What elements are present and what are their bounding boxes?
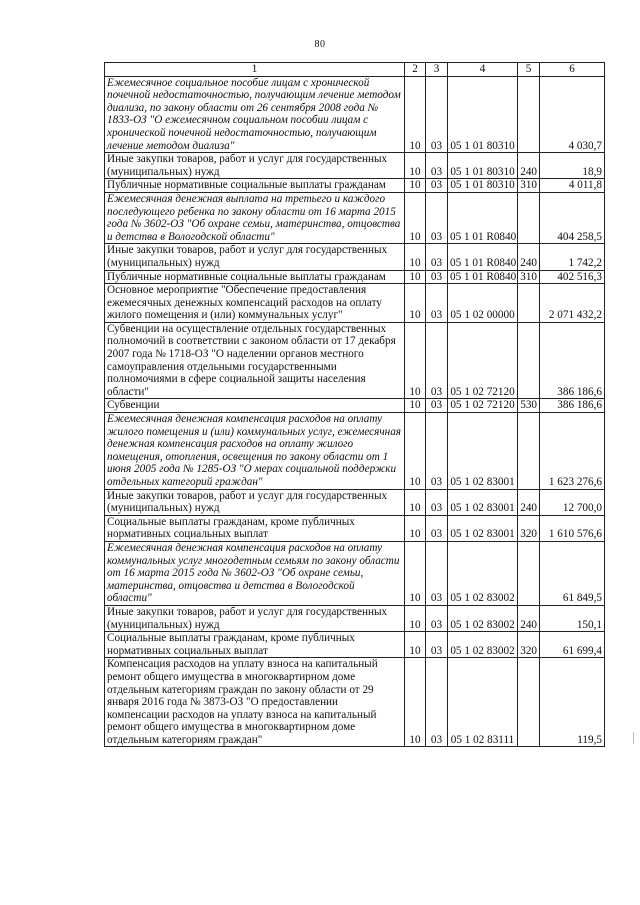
row-name-cell: Ежемесячное социальное пособие лицам с хронической почечной недостаточностью, получающим лечение методом диализа, по закону области от 26 сентября 2008 года № 1833-ОЗ "О ежемесячном социальном пособии лицам с хронической почечной недостаточностью, получающим лечение методом диализа" (105, 76, 405, 153)
table-row (105, 284, 605, 323)
table-body (105, 76, 605, 747)
row-target-article-cell: 05 1 02 83001 (448, 489, 518, 515)
row-section-cell: 10 (405, 632, 426, 658)
row-subsection-cell: 03 (426, 153, 448, 179)
row-expense-type-cell (518, 76, 540, 153)
row-subsection-cell: 03 (426, 413, 448, 490)
row-section-cell: 10 (405, 76, 426, 153)
row-target-article-cell: 05 1 01 80310 (448, 76, 518, 153)
column-header: 6 (540, 63, 605, 77)
row-section-cell: 10 (405, 515, 426, 541)
row-subsection-cell: 03 (426, 541, 448, 605)
row-name-cell: Иные закупки товаров, работ и услуг для государственных (муниципальных) нужд (105, 153, 405, 179)
row-name-cell: Ежемесячная денежная выплата на третьего и каждого последующего ребенка по закону области от 16 марта 2015 года № 3602-ОЗ "Об охране семьи, материнства, отцовства и детства в Вологодской области" (105, 192, 405, 243)
row-section-cell: 10 (405, 192, 426, 243)
row-section-cell: 10 (405, 489, 426, 515)
table-row (105, 413, 605, 490)
page-number: 80 (314, 39, 326, 50)
row-target-article-cell: 05 1 02 83111 (448, 658, 518, 747)
row-subsection-cell: 03 (426, 658, 448, 747)
row-amount-cell: 61 699,4 (540, 632, 605, 658)
row-expense-type-cell: 310 (518, 270, 540, 284)
row-expense-type-cell: 310 (518, 179, 540, 193)
budget-table (104, 62, 605, 747)
row-name-cell: Субвенции на осуществление отдельных государственных полномочий в соответствии с законом области от 17 декабря 2007 года № 1718-ОЗ "О наделении органов местного самоуправления отдельными государственными полномочиями в сфере социальной защиты населения области" (105, 322, 405, 399)
row-target-article-cell: 05 1 01 80310 (448, 179, 518, 193)
table-row (105, 605, 605, 631)
row-subsection-cell: 03 (426, 270, 448, 284)
row-name-cell: Ежемесячная денежная компенсация расходов на оплату коммунальных услуг многодетным семьям по закону области от 16 марта 2015 года № 3602-ОЗ "Об охране семьи, материнства, отцовства и детства в Вологодской области" (105, 541, 405, 605)
table-row (105, 153, 605, 179)
row-amount-cell: 61 849,5 (540, 541, 605, 605)
table-row (105, 399, 605, 413)
row-expense-type-cell: 320 (518, 515, 540, 541)
column-header: 1 (105, 63, 405, 77)
row-amount-cell: 150,1 (540, 605, 605, 631)
row-expense-type-cell (518, 413, 540, 490)
row-target-article-cell: 05 1 02 72120 (448, 322, 518, 399)
row-target-article-cell: 05 1 02 83002 (448, 605, 518, 631)
table-row (105, 244, 605, 270)
row-amount-cell: 2 071 432,2 (540, 284, 605, 323)
row-section-cell: 10 (405, 270, 426, 284)
column-header: 3 (426, 63, 448, 77)
row-subsection-cell: 03 (426, 76, 448, 153)
row-expense-type-cell: 240 (518, 153, 540, 179)
row-section-cell: 10 (405, 413, 426, 490)
row-subsection-cell: 03 (426, 284, 448, 323)
row-name-cell: Ежемесячная денежная компенсация расходов на оплату жилого помещения и (или) коммунальных услуг, ежемесячная денежная компенсация расходов на оплату жилого помещения, отопления, освещения по закону области от 1 июня 2005 года № 1285-ОЗ "О мерах социальной поддержки отдельных категорий граждан" (105, 413, 405, 490)
row-name-cell: Публичные нормативные социальные выплаты гражданам (105, 179, 405, 193)
row-name-cell: Компенсация расходов на уплату взноса на капитальный ремонт общего имущества в многоквартирном доме отдельным категориям граждан по закону области от 29 января 2016 года № 3873-ОЗ "О предоставлении компенсации расходов на уплату взноса на капитальный ремонт общего имущества в многоквартирном доме отдельным категориям граждан" (105, 658, 405, 747)
table-header-row (105, 63, 605, 77)
row-expense-type-cell (518, 658, 540, 747)
row-section-cell: 10 (405, 322, 426, 399)
row-target-article-cell: 05 1 02 00000 (448, 284, 518, 323)
row-target-article-cell: 05 1 02 83002 (448, 541, 518, 605)
table-row (105, 270, 605, 284)
row-expense-type-cell (518, 284, 540, 323)
row-amount-cell: 4 011,8 (540, 179, 605, 193)
row-subsection-cell: 03 (426, 605, 448, 631)
row-expense-type-cell: 320 (518, 632, 540, 658)
row-target-article-cell: 05 1 01 R0840 (448, 244, 518, 270)
row-section-cell: 10 (405, 284, 426, 323)
row-expense-type-cell: 240 (518, 244, 540, 270)
column-header: 4 (448, 63, 518, 77)
table-row (105, 541, 605, 605)
row-amount-cell: 386 186,6 (540, 399, 605, 413)
row-target-article-cell: 05 1 01 R0840 (448, 192, 518, 243)
row-expense-type-cell: 240 (518, 489, 540, 515)
row-amount-cell: 386 186,6 (540, 322, 605, 399)
row-section-cell: 10 (405, 541, 426, 605)
row-amount-cell: 18,9 (540, 153, 605, 179)
row-section-cell: 10 (405, 658, 426, 747)
row-target-article-cell: 05 1 01 80310 (448, 153, 518, 179)
table-row (105, 632, 605, 658)
column-header: 5 (518, 63, 540, 77)
row-subsection-cell: 03 (426, 489, 448, 515)
row-subsection-cell: 03 (426, 515, 448, 541)
row-target-article-cell: 05 1 01 R0840 (448, 270, 518, 284)
table-row (105, 515, 605, 541)
row-target-article-cell: 05 1 02 72120 (448, 399, 518, 413)
row-name-cell: Иные закупки товаров, работ и услуг для государственных (муниципальных) нужд (105, 605, 405, 631)
row-amount-cell: 404 258,5 (540, 192, 605, 243)
row-section-cell: 10 (405, 179, 426, 193)
row-subsection-cell: 03 (426, 244, 448, 270)
row-amount-cell: 1 623 276,6 (540, 413, 605, 490)
row-amount-cell: 1 610 576,6 (540, 515, 605, 541)
row-name-cell: Иные закупки товаров, работ и услуг для государственных (муниципальных) нужд (105, 489, 405, 515)
row-name-cell: Основное мероприятие "Обеспечение предоставления ежемесячных денежных компенсаций расходов на оплату жилого помещения и (или) коммунальных услуг" (105, 284, 405, 323)
row-amount-cell: 4 030,7 (540, 76, 605, 153)
row-name-cell: Публичные нормативные социальные выплаты гражданам (105, 270, 405, 284)
row-target-article-cell: 05 1 02 83002 (448, 632, 518, 658)
row-name-cell: Социальные выплаты гражданам, кроме публичных нормативных социальных выплат (105, 515, 405, 541)
table-row (105, 76, 605, 153)
row-expense-type-cell (518, 322, 540, 399)
row-subsection-cell: 03 (426, 399, 448, 413)
row-name-cell: Субвенции (105, 399, 405, 413)
table-row (105, 322, 605, 399)
row-section-cell: 10 (405, 605, 426, 631)
row-subsection-cell: 03 (426, 192, 448, 243)
row-section-cell: 10 (405, 244, 426, 270)
row-section-cell: 10 (405, 399, 426, 413)
row-subsection-cell: 03 (426, 322, 448, 399)
row-target-article-cell: 05 1 02 83001 (448, 413, 518, 490)
row-amount-cell: 402 516,3 (540, 270, 605, 284)
row-expense-type-cell: 530 (518, 399, 540, 413)
column-header: 2 (405, 63, 426, 77)
row-amount-cell: 1 742,2 (540, 244, 605, 270)
row-amount-cell: 12 700,0 (540, 489, 605, 515)
row-subsection-cell: 03 (426, 179, 448, 193)
table-row (105, 192, 605, 243)
row-expense-type-cell (518, 192, 540, 243)
row-amount-cell: 119,5 (540, 658, 605, 747)
table-row (105, 658, 605, 747)
row-subsection-cell: 03 (426, 632, 448, 658)
scan-edge-mark (633, 732, 636, 744)
table-row (105, 489, 605, 515)
row-expense-type-cell: 240 (518, 605, 540, 631)
table-row (105, 179, 605, 193)
row-section-cell: 10 (405, 153, 426, 179)
row-name-cell: Иные закупки товаров, работ и услуг для государственных (муниципальных) нужд (105, 244, 405, 270)
row-target-article-cell: 05 1 02 83001 (448, 515, 518, 541)
row-expense-type-cell (518, 541, 540, 605)
row-name-cell: Социальные выплаты гражданам, кроме публичных нормативных социальных выплат (105, 632, 405, 658)
